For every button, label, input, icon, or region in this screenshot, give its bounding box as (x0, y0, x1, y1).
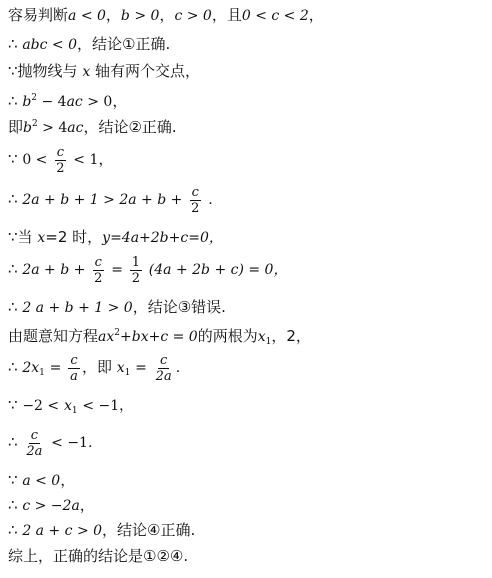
line-8: ∵当 x=2 时，y=4a+2b+c=0， (8, 228, 223, 246)
line-6: ∵ 0 < $\frac{c}{2}$ < 1， (8, 144, 114, 176)
therefore-symbol: ∴ (8, 496, 18, 514)
line-3: ∵抛物线与 x 轴有两个交点， (8, 62, 201, 80)
line-5: 即$b^2 > 4ac$，结论②正确. (8, 118, 177, 136)
fraction: $\frac{1}{2}$ (131, 254, 140, 286)
line-1: 容易判断a < 0，b > 0，c > 0，且0 < c < 2， (8, 6, 324, 24)
therefore-symbol: ∴ (8, 298, 18, 316)
line-13: ∵ $-2 < x_1 < -1$， (8, 396, 134, 416)
therefore-symbol: ∴ (8, 358, 18, 376)
because-symbol: ∵ (8, 62, 18, 80)
fraction: $\frac{c}{a}$ (70, 352, 78, 384)
line-17: ∴ 2 a + c > 0，结论④正确. (8, 521, 196, 539)
line-18: 综上，正确的结论是①②④. (8, 547, 189, 565)
line-4: ∴ $b^2 - 4ac > 0$， (8, 92, 128, 110)
because-symbol: ∵ (8, 228, 18, 246)
therefore-symbol: ∴ (8, 433, 18, 451)
line-16: ∴ c > −2a， (8, 496, 95, 514)
therefore-symbol: ∴ (8, 35, 18, 53)
therefore-symbol: ∴ (8, 190, 18, 208)
because-symbol: ∵ (8, 396, 18, 414)
because-symbol: ∵ (8, 150, 18, 168)
fraction: $\frac{c}{2a}$ (26, 427, 43, 459)
fraction: $\frac{c}{2}$ (191, 184, 200, 216)
line-12: ∴ $2x_1$ = $\frac{c}{a}$ ，即 $x_1$ = $\frac{c}{2a}$ . (8, 352, 181, 384)
fraction: $\frac{c}{2}$ (56, 144, 65, 176)
line-14: ∴ $\frac{c}{2a}$ < −1. (8, 427, 93, 459)
therefore-symbol: ∴ (8, 521, 18, 539)
therefore-symbol: ∴ (8, 260, 18, 278)
line-2: ∴ abc < 0，结论①正确. (8, 35, 171, 53)
line-15: ∵ a < 0， (8, 471, 76, 489)
line-9: ∴ 2a + b + $\frac{c}{2}$ = $\frac{1}{2}$ (4a + 2b + c) = 0， (8, 254, 288, 286)
therefore-symbol: ∴ (8, 92, 18, 110)
line-10: ∴ 2 a + b + 1 > 0，结论③错误. (8, 298, 226, 316)
because-symbol: ∵ (8, 471, 18, 489)
line-7: ∴ 2a + b + 1 > 2a + b + $\frac{c}{2}$ . (8, 184, 213, 216)
fraction: $\frac{c}{2a}$ (155, 352, 172, 384)
line-11: 由题意知方程$ax^2+bx+c = 0$的两根为$x_1$，2， (8, 327, 311, 347)
fraction: $\frac{c}{2}$ (94, 254, 103, 286)
